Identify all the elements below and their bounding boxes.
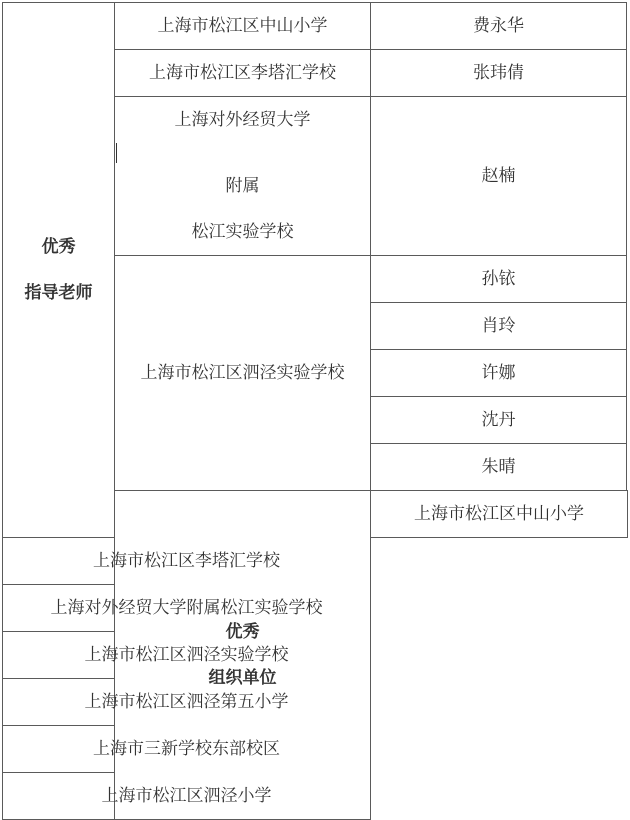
unit-cell: 上海对外经贸大学附属松江实验学校 xyxy=(3,585,371,632)
teacher-name-cell: 沈丹 xyxy=(371,397,627,444)
table-row xyxy=(3,585,628,632)
teacher-name-cell: 赵楠 xyxy=(371,97,627,256)
teacher-name-cell: 费永华 xyxy=(371,3,627,50)
category-label: 组织单位 xyxy=(208,668,277,688)
table-row xyxy=(3,632,628,679)
table-row xyxy=(3,679,628,726)
table-row xyxy=(3,3,628,50)
category-cell-teachers xyxy=(3,3,115,538)
unit-cell: 上海市松江区中山小学 xyxy=(371,491,628,538)
category-label: 指导老师 xyxy=(24,283,93,303)
teacher-name-cell: 肖玲 xyxy=(371,303,627,350)
text-cursor xyxy=(116,143,117,163)
unit-cell: 上海市松江区泗泾第五小学 xyxy=(3,679,371,726)
unit-cell: 上海市三新学校东部校区 xyxy=(3,726,371,773)
unit-cell: 上海市松江区李塔汇学校 xyxy=(3,538,371,585)
category-label: 优秀 xyxy=(225,622,260,642)
unit-cell: 上海市松江区泗泾实验学校 xyxy=(3,632,371,679)
awards-table xyxy=(2,2,628,820)
table-row xyxy=(3,773,628,820)
school-text: 上海对外经贸大学 xyxy=(174,110,311,130)
school-line xyxy=(115,97,370,209)
school-text: 附属 xyxy=(225,176,260,196)
school-cell: 上海市松江区李塔汇学校 xyxy=(115,50,371,97)
category-label: 优秀 xyxy=(41,237,76,257)
school-cell: 上海市松江区中山小学 xyxy=(115,3,371,50)
teacher-name-cell: 孙铱 xyxy=(371,256,627,303)
teacher-name-cell: 许娜 xyxy=(371,350,627,397)
table-row xyxy=(3,726,628,773)
table-row xyxy=(3,538,628,585)
school-line: 松江实验学校 xyxy=(191,222,294,242)
school-cell xyxy=(115,97,371,256)
teacher-name-cell: 张玮倩 xyxy=(371,50,627,97)
teacher-name-cell: 朱晴 xyxy=(371,444,627,491)
unit-cell: 上海市松江区泗泾小学 xyxy=(3,773,371,820)
school-cell: 上海市松江区泗泾实验学校 xyxy=(115,256,371,491)
